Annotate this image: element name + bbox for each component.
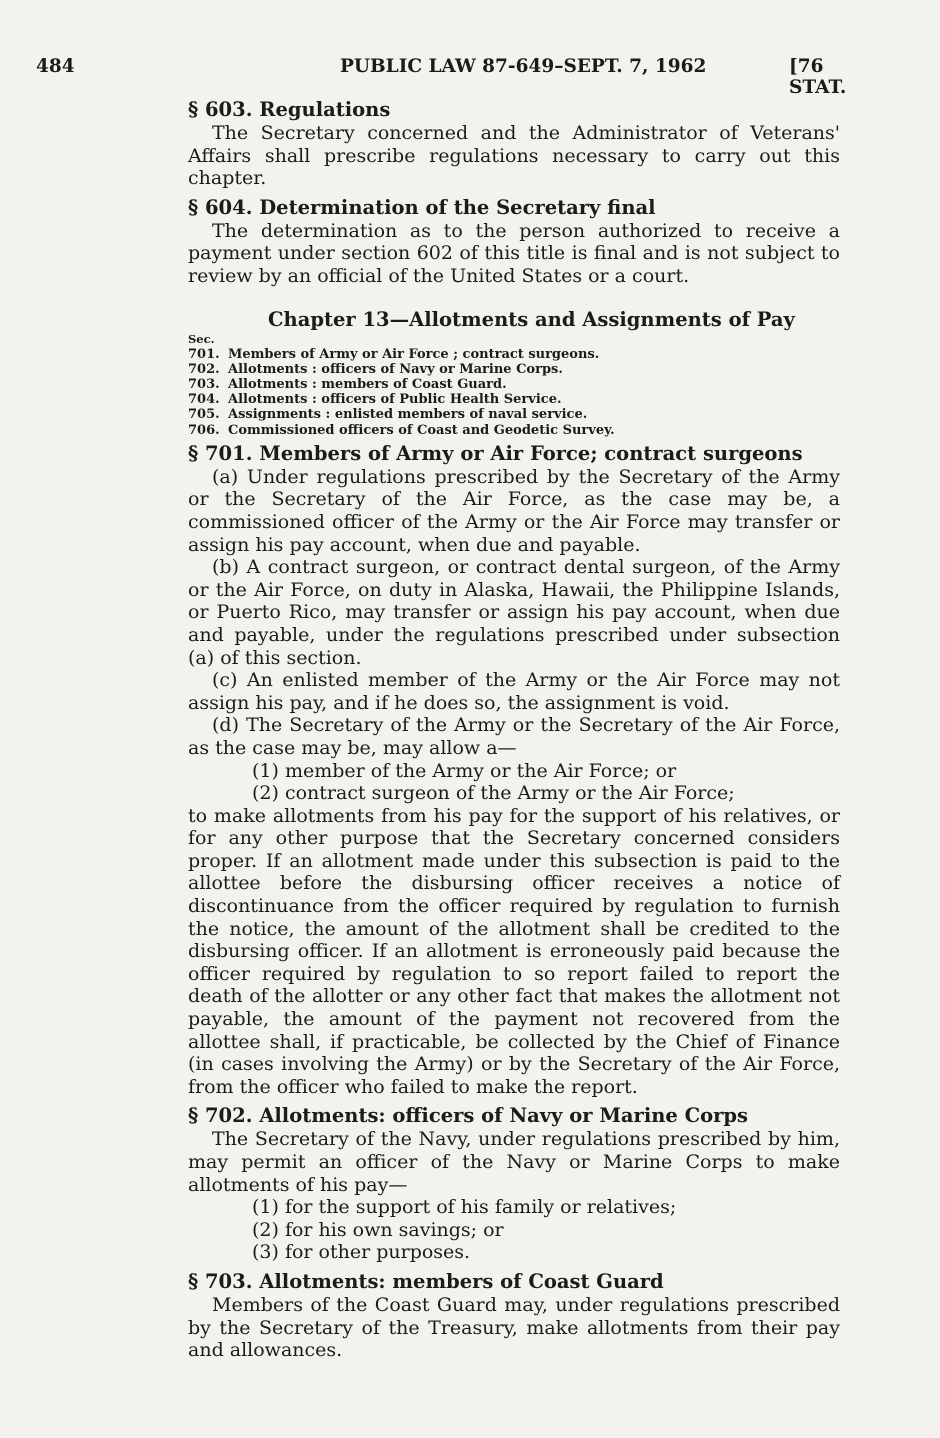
section-701-d-2: (2) contract surgeon of the Army or the Air Force; xyxy=(252,782,735,805)
section-703-heading: § 703. Allotments: members of Coast Guard xyxy=(188,1269,664,1293)
section-701-c: (c) An enlisted member of the Army or the Air Force may not assign his pay, and if he does so, the assignment is void. xyxy=(188,669,840,714)
section-701-d: (d) The Secretary of the Army or the Secretary of the Air Force, as the case may be, may allow a— xyxy=(188,714,840,759)
page-number: 484 xyxy=(36,56,75,77)
section-703-text: Members of the Coast Guard may, under regulations prescribed by the Secretary of the Treasury, make allotments from their pay and allowances. xyxy=(188,1293,840,1362)
chapter-13-table-of-contents xyxy=(188,332,840,438)
section-603-text: The Secretary concerned and the Administrator of Veterans' Affairs shall prescribe regulations necessary to carry out this chapter. xyxy=(188,122,840,190)
toc-sec-label: Sec. xyxy=(188,331,215,346)
section-603-heading: § 603. Regulations xyxy=(188,98,391,121)
section-702-text: The Secretary of the Navy, under regulations prescribed by him, may permit an officer of the Navy or Marine Corps to make allotments of his pay— xyxy=(188,1128,840,1196)
section-701-a: (a) Under regulations prescribed by the Secretary of the Army or the Secretary of the Air Force, as the case may be, a commissioned officer of the Army or the Air Force may transfer or assign his pay account, when due and payable. xyxy=(188,465,840,556)
toc-entry: 702. Allotments : officers of Navy or Marine Corps. xyxy=(188,361,563,377)
section-701-b: (b) A contract surgeon, or contract dental surgeon, of the Army or the Air Force, on duty in Alaska, Hawaii, the Philippine Islands, or Puerto Rico, may transfer or assign his pay account, when due and payable, under the regulations prescribed under subsection (a) of this section. xyxy=(188,556,840,669)
chapter-13-title: Chapter 13—Allotments and Assignments of Pay xyxy=(268,307,795,331)
section-604-text: The determination as to the person authorized to receive a payment under section 602 of this title is final and is not subject to review by an official of the United States or a court. xyxy=(188,219,840,287)
section-702-item-3: (3) for other purposes. xyxy=(252,1241,471,1264)
section-701-d-1: (1) member of the Army or the Air Force; or xyxy=(252,759,677,782)
section-702-item-2: (2) for his own savings; or xyxy=(252,1218,504,1241)
section-702-heading: § 702. Allotments: officers of Navy or Marine Corps xyxy=(188,1104,749,1128)
section-701-d-continuation: to make allotments from his pay for the support of his relatives, or for any other purpose that the Secretary concerned considers proper. If an allotment made under this subsection is paid to the allottee before the disbursing officer receives a notice of discontinuance from the officer required by regulation to furnish the notice, the amount of the allotment shall be credited to the disbursing officer. If an allotment is erroneously paid because the officer required by regulation to so report failed to report the death of the allotter or any other fact that makes the allotment not payable, the amount of the payment not recovered from the allottee shall, if practicable, be collected by the Chief of Finance (in cases involving the Army) or by the Secretary of the Air Force, from the officer who failed to make the report. xyxy=(188,804,840,1098)
running-title: PUBLIC LAW 87-649–SEPT. 7, 1962 xyxy=(340,56,707,77)
section-702-item-1: (1) for the support of his family or relatives; xyxy=(252,1196,677,1219)
page-body xyxy=(188,98,840,1362)
section-701-heading: § 701. Members of Army or Air Force; contract surgeons xyxy=(188,441,803,465)
toc-entry: 705. Assignments : enlisted members of naval service. xyxy=(188,407,588,423)
toc-entry: 704. Allotments : officers of Public Health Service. xyxy=(188,392,562,408)
statute-reference: [76 STAT. xyxy=(789,56,847,98)
section-604-heading: § 604. Determination of the Secretary final xyxy=(188,195,656,219)
toc-entry: 701. Members of Army or Air Force ; contract surgeons. xyxy=(188,346,600,362)
toc-entry: 703. Allotments : members of Coast Guard. xyxy=(188,376,507,392)
toc-entry: 706. Commissioned officers of Coast and Geodetic Survey. xyxy=(188,422,615,438)
